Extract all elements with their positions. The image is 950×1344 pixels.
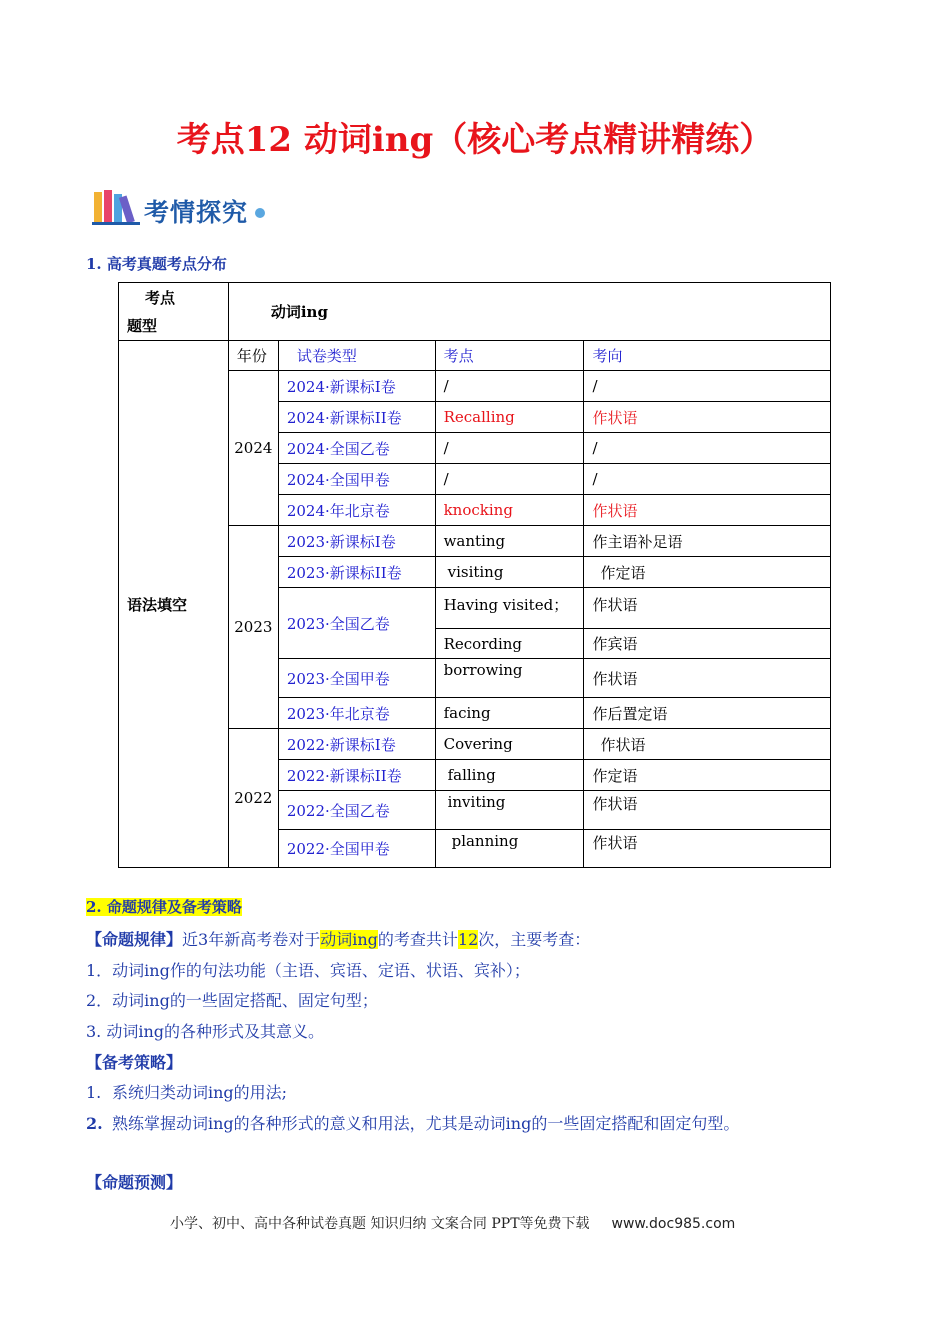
point-cell: inviting <box>435 791 584 830</box>
highlight-topic: 动词ing <box>320 930 378 949</box>
direction-cell: 作状语 <box>584 495 831 526</box>
books-icon <box>92 188 144 228</box>
strategy-item-1: 1. 系统归类动词ing的用法; <box>86 1083 288 1102</box>
point-cell: falling <box>435 760 584 791</box>
paper-cell: 2022·新课标II卷 <box>278 760 435 791</box>
point-cell: wanting <box>435 526 584 557</box>
direction-cell: 作主语补足语 <box>584 526 831 557</box>
point-cell: Covering <box>435 729 584 760</box>
year-cell: 2022 <box>228 729 278 868</box>
rule-item-1: 1．动词ing作的句法功能（主语、宾语、定语、状语、宾补）； <box>86 961 530 980</box>
direction-cell: / <box>584 371 831 402</box>
rule-line: 【命题规律】近3年新高考卷对于动词ing的考查共计12次，主要考查： <box>86 930 591 949</box>
direction-cell: 作后置定语 <box>584 698 831 729</box>
point-cell: visiting <box>435 557 584 588</box>
kaoqing-logo <box>92 188 282 228</box>
rule-label: 【命题规律】 <box>86 930 183 949</box>
question-type-cell: 语法填空 <box>119 341 229 868</box>
year-cell: 2023 <box>228 526 278 729</box>
footer-text: 小学、初中、高中各种试卷真题 知识归纳 文案合同 PPT等免费下载 <box>170 1216 590 1232</box>
page-title: 考点12 动词ing（核心考点精讲精练） <box>176 120 774 160</box>
col-point: 考点 <box>435 341 584 371</box>
direction-cell: 作定语 <box>584 557 831 588</box>
rule-item-3: 3. 动词ing的各种形式及其意义。 <box>86 1022 325 1041</box>
logo-text: 考情探究 <box>144 198 249 227</box>
paper-cell: 2024·新课标I卷 <box>278 371 435 402</box>
point-cell: knocking <box>435 495 584 526</box>
direction-cell: 作宾语 <box>584 629 831 659</box>
paper-cell: 2023·全国乙卷 <box>278 588 435 659</box>
paper-cell: 2023·全国甲卷 <box>278 659 435 698</box>
table-header-row <box>119 283 831 341</box>
paper-cell: 2022·全国甲卷 <box>278 830 435 868</box>
paper-cell: 2023·新课标II卷 <box>278 557 435 588</box>
corner-cell: 考点 题型 <box>119 283 229 341</box>
highlight-count: 12 <box>457 930 479 949</box>
direction-cell: / <box>584 433 831 464</box>
rule-item-2: 2．动词ing的一些固定搭配、固定句型； <box>86 991 378 1010</box>
section-1-heading: 1. 高考真题考点分布 <box>86 255 227 273</box>
topic-cell: 动词ing <box>228 283 830 341</box>
section-2-heading: 2. 命题规律及备考策略 <box>86 898 242 916</box>
point-cell: Having visited； <box>435 588 584 629</box>
strategy-item-2: 2. 熟练掌握动词ing的各种形式的意义和用法，尤其是动词ing的一些固定搭配和固定句型。 <box>86 1114 740 1133</box>
direction-cell: 作状语 <box>584 402 831 433</box>
col-year: 年份 <box>228 341 278 371</box>
paper-cell: 2024·新课标II卷 <box>278 402 435 433</box>
point-cell: Recording <box>435 629 584 659</box>
exam-distribution-table <box>118 282 831 868</box>
page-footer <box>170 1213 735 1233</box>
direction-cell: 作状语 <box>584 659 831 698</box>
paper-cell: 2022·新课标I卷 <box>278 729 435 760</box>
direction-cell: 作状语 <box>584 830 831 868</box>
paper-cell: 2024·年北京卷 <box>278 495 435 526</box>
logo-dot <box>255 208 265 218</box>
direction-cell: / <box>584 464 831 495</box>
point-cell: borrowing <box>435 659 584 698</box>
forecast-label: 【命题预测】 <box>86 1173 183 1192</box>
point-cell: Recalling <box>435 402 584 433</box>
column-header-row <box>119 341 831 371</box>
col-paper: 试卷类型 <box>278 341 435 371</box>
point-cell: / <box>435 433 584 464</box>
point-cell: / <box>435 371 584 402</box>
point-cell: / <box>435 464 584 495</box>
col-direction: 考向 <box>584 341 831 371</box>
paper-cell: 2024·全国甲卷 <box>278 464 435 495</box>
direction-cell: 作状语 <box>584 729 831 760</box>
paper-cell: 2023·年北京卷 <box>278 698 435 729</box>
strategy-label: 【备考策略】 <box>86 1053 183 1072</box>
direction-cell: 作状语 <box>584 791 831 830</box>
year-cell: 2024 <box>228 371 278 526</box>
direction-cell: 作状语 <box>584 588 831 629</box>
footer-url[interactable]: www.doc985.com <box>611 1216 736 1232</box>
paper-cell: 2024·全国乙卷 <box>278 433 435 464</box>
point-cell: planning <box>435 830 584 868</box>
paper-cell: 2022·全国乙卷 <box>278 791 435 830</box>
paper-cell: 2023·新课标I卷 <box>278 526 435 557</box>
direction-cell: 作定语 <box>584 760 831 791</box>
point-cell: facing <box>435 698 584 729</box>
